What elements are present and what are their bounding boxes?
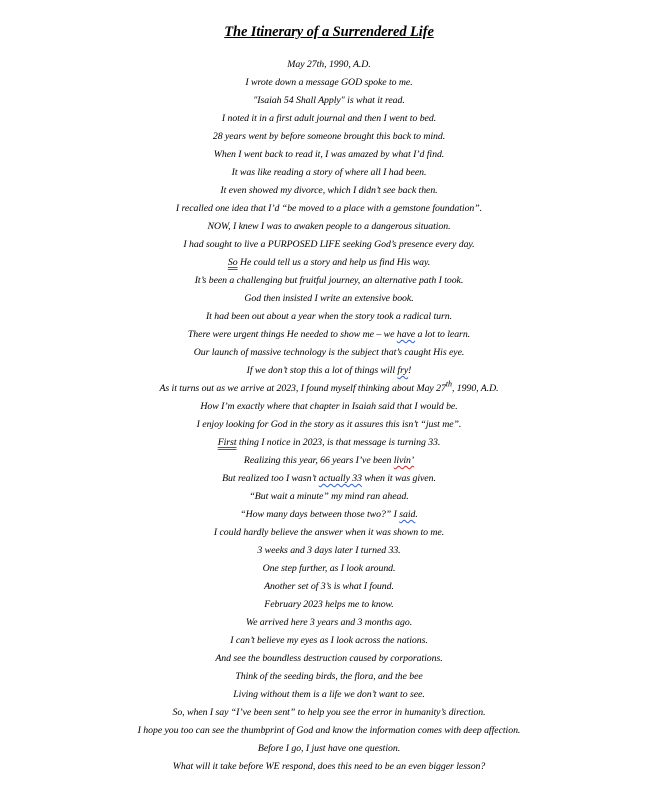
grammar-flagged-word: So	[227, 257, 238, 268]
poem-line: One step further, as I look around.	[262, 563, 396, 574]
poem-line: I recalled one idea that I’d “be moved to a place with a gemstone foundation”.	[175, 203, 483, 214]
grammar-flagged-word: fry	[397, 365, 409, 376]
poem-line: 28 years went by before someone brought this back to mind.	[212, 131, 446, 142]
poem-line	[0, 326, 658, 344]
poem-line: Think of the seeding birds, the flora, and the bee	[235, 671, 423, 682]
poem-line: I hope you too can see the thumbprint of God and know the information comes with deep affection.	[137, 725, 521, 736]
line-text: As it turns out as we arrive at 2023, I found myself thinking about May 27	[159, 383, 446, 394]
poem-line: And see the boundless destruction caused by corporations.	[215, 653, 443, 664]
poem-line: NOW, I knew I was to awaken people to a dangerous situation.	[207, 221, 451, 232]
poem-line: February 2023 helps me to know.	[264, 599, 394, 610]
poem-line: We arrived here 3 years and 3 months ago.	[245, 617, 413, 628]
poem-line: Before I go, I just have one question.	[257, 743, 401, 754]
poem-line: "Isaiah 54 Shall Apply" is what it read.	[253, 95, 405, 106]
poem-line	[0, 434, 658, 452]
poem-line: May 27th, 1990, A.D.	[287, 59, 371, 70]
poem-line: I had sought to live a PURPOSED LIFE seeking God’s presence every day.	[183, 239, 475, 250]
line-text: .	[415, 509, 418, 520]
poem-line: I enjoy looking for God in the story as it assures this isn’t “just me”.	[196, 419, 462, 430]
line-text: !	[408, 365, 412, 376]
poem-line: Our launch of massive technology is the subject that’s caught His eye.	[193, 347, 465, 358]
poem-line: It had been out about a year when the story took a radical turn.	[205, 311, 453, 322]
ordinal-superscript: th	[445, 379, 452, 389]
document-title: The Itinerary of a Surrendered Life	[224, 24, 434, 40]
poem-line: God then insisted I write an extensive book.	[244, 293, 414, 304]
poem-line: I could hardly believe the answer when it was shown to me.	[213, 527, 445, 538]
poem-body	[0, 56, 658, 776]
line-text: “How many days between those two?” I	[240, 509, 400, 520]
line-text: thing I notice in 2023, is that message is turning 33.	[236, 437, 441, 448]
grammar-flagged-word: First	[217, 437, 237, 448]
line-text: Realizing this year, 66 years I’ve been	[243, 455, 394, 466]
poem-line	[0, 506, 658, 524]
poem-line: What will it take before WE respond, does this need to be an even bigger lesson?	[172, 761, 486, 772]
line-text: But realized too I wasn’t	[222, 473, 319, 484]
poem-line: 3 weeks and 3 days later I turned 33.	[257, 545, 401, 556]
line-text: There were urgent things He needed to show me – we	[187, 329, 397, 340]
line-text: when it was given.	[361, 473, 436, 484]
poem-line	[0, 452, 658, 470]
line-text: If we don’t stop this a lot of things will	[246, 365, 398, 376]
poem-line: It even showed my divorce, which I didn’t see back then.	[220, 185, 438, 196]
poem-line: I can’t believe my eyes as I look across the nations.	[230, 635, 428, 646]
poem-line: When I went back to read it, I was amazed by what I’d find.	[213, 149, 445, 160]
poem-line	[0, 362, 658, 380]
grammar-flagged-word: have	[396, 329, 416, 340]
poem-line: I noted it in a first adult journal and then I went to bed.	[221, 113, 437, 124]
line-text: a lot to learn.	[415, 329, 471, 340]
poem-line: It’s been a challenging but fruitful journey, an alternative path I took.	[194, 275, 464, 286]
spelling-flagged-word: livin’	[393, 455, 415, 466]
poem-line: “But wait a minute” my mind ran ahead.	[249, 491, 409, 502]
poem-line: So, when I say “I’ve been sent” to help you see the error in humanity’s direction.	[172, 707, 486, 718]
poem-line: Living without them is a life we don’t want to see.	[233, 689, 425, 700]
poem-line: I wrote down a message GOD spoke to me.	[245, 77, 413, 88]
poem-line	[0, 380, 658, 398]
poem-line: How I’m exactly where that chapter in Isaiah said that I would be.	[200, 401, 458, 412]
poem-line	[0, 254, 658, 272]
grammar-flagged-word: said	[399, 509, 416, 520]
poem-line: It was like reading a story of where all I had been.	[231, 167, 427, 178]
grammar-flagged-word: actually 33	[318, 473, 362, 484]
poem-line: Another set of 3’s is what I found.	[264, 581, 394, 592]
poem-line	[0, 470, 658, 488]
line-text: , 1990, A.D.	[451, 383, 499, 394]
line-text: He could tell us a story and help us find His way.	[237, 257, 431, 268]
